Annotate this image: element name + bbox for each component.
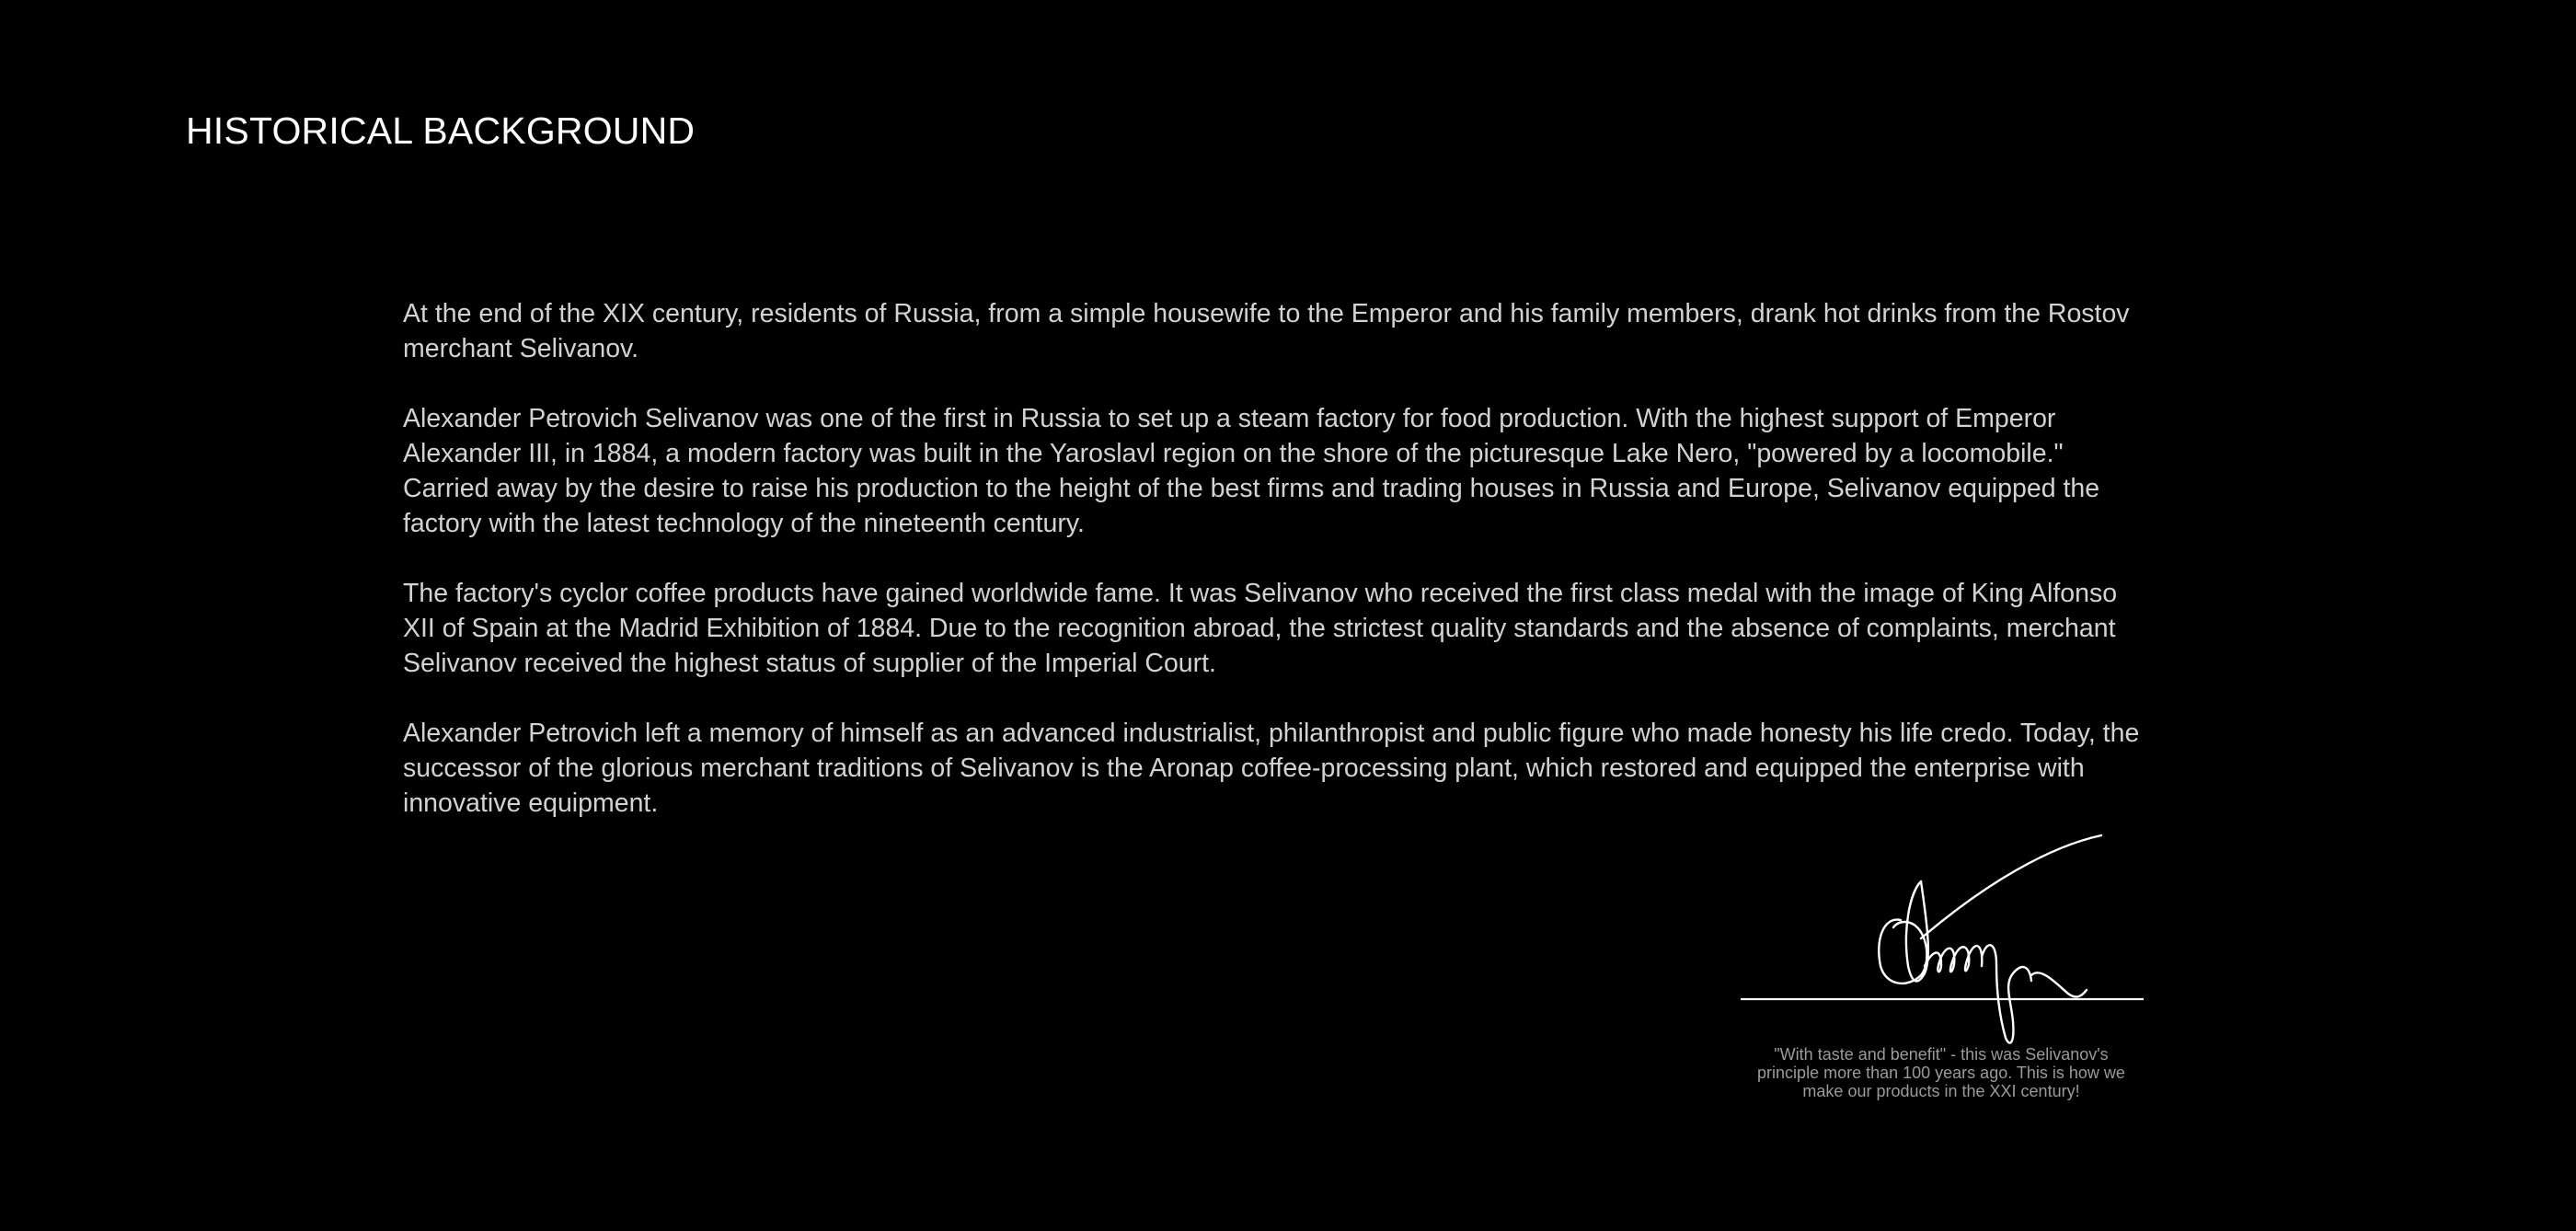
page-title: HISTORICAL BACKGROUND xyxy=(186,109,696,152)
article-body xyxy=(403,296,2151,856)
paragraph-3: The factory's cyclor coffee products have gained worldwide fame. It was Selivanov who received the first class medal with the image of King Alfonso XII of Spain at the Madrid Exhibition of 1884. Due to the recognition abroad, the strictest quality standards and the absence of complaints, merchant Selivanov received the highest status of supplier of the Imperial Court. xyxy=(403,579,2118,678)
signature-stroke-main xyxy=(1879,835,2101,1043)
signature-image xyxy=(1737,828,2145,1049)
paragraph-1: At the end of the XIX century, residents of Russia, from a simple housewife to the Emperor and his family members, drank hot drinks from the Rostov merchant Selivanov. xyxy=(403,299,2130,363)
paragraph-2: Alexander Petrovich Selivanov was one of the first in Russia to set up a steam factory for food production. With the highest support of Emperor Alexander III, in 1884, a modern factory was built in the Yaroslavl region on the shore of the picturesque Lake Nero, "powered by a locomobile." Carried away by the desire to raise his production to the height of the best firms and trading houses in Russia and Europe, Selivanov equipped the factory with the latest technology of the nineteenth century. xyxy=(403,404,2100,538)
signature-block xyxy=(1737,828,2145,1132)
signature-quote: "With taste and benefit" - this was Selivanov's principle more than 100 years ago. This is how we make our products in the XXI century! xyxy=(1757,1045,2125,1100)
paragraph-4: Alexander Petrovich left a memory of himself as an advanced industrialist, philanthropist and public figure who made honesty his life credo. Today, the successor of the glorious merchant traditions of Selivanov is the Aronap coffee-processing plant, which restored and equipped the enterprise with innovative equipment. xyxy=(403,719,2140,818)
